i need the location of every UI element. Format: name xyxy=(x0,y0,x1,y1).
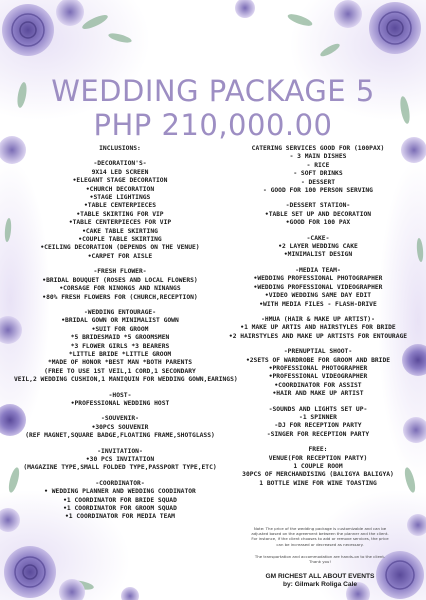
note-line: can be increased or decreased as necessary. xyxy=(276,541,364,547)
inclusion-line: -CAKE- xyxy=(306,234,330,242)
inclusion-line: •TABLE CENTERPIECES FOR VIP xyxy=(68,219,172,227)
inclusion-line: -WEDDING ENTOURAGE- xyxy=(83,308,157,316)
inclusion-line: •WITH MEDIA FILES - FLASH-DRIVE xyxy=(259,300,377,308)
inclusion-line: -HOST- xyxy=(108,391,132,399)
inclusion-line: •1 COORDINATOR FOR GROOM SQUAD xyxy=(63,505,177,513)
inclusion-line: •2 LAYER WEDDING CAKE xyxy=(278,243,358,251)
inclusion-line: -FRESH FLOWER- xyxy=(93,268,147,276)
inclusion-line: •30PCS SOUVENIR xyxy=(91,423,149,431)
spacer xyxy=(14,153,226,160)
inclusion-line: 9X14 LED SCREEN xyxy=(91,168,149,176)
inclusions-right-column xyxy=(218,145,418,488)
inclusion-line: •BRIDAL GOWN OR MINIMALIST GOWN xyxy=(61,317,179,325)
spacer xyxy=(218,195,418,202)
inclusion-line: •1 COORDINATOR FOR MEDIA TEAM xyxy=(65,513,175,521)
inclusion-line: -INVITATION- xyxy=(97,447,143,455)
package-price: PHP 210,000.00 xyxy=(93,108,333,142)
inclusion-line: •2SETS OF WARDROBE FOR GROOM AND BRIDE xyxy=(245,356,391,364)
spacer xyxy=(14,473,226,480)
inclusion-line: •CAKE TABLE SKIRTING xyxy=(82,227,158,235)
inclusion-line: •HAIR AND MAKE UP ARTIST xyxy=(272,390,364,398)
spacer xyxy=(218,399,418,406)
inclusion-line: •1 COORDINATOR FOR BRIDE SQUAD xyxy=(63,496,177,504)
inclusion-line: •80% FRESH FLOWERS FOR (CHURCH,RECEPTION) xyxy=(42,293,198,301)
inclusion-line: (FREE TO USE 1ST VEIL,1 CORD,1 SECONDARY xyxy=(44,367,196,375)
spacer xyxy=(218,260,418,267)
inclusion-line: *3 FLOWER GIRLS *3 BEARERS xyxy=(70,342,170,350)
note-line: The transportation and accommodation are hands-on to the client. xyxy=(254,553,386,559)
inclusion-line: VEIL,2 WEDDING CUSHION,1 MANIQUIN FOR WEDDING GOWN,EARINGS) xyxy=(14,376,238,384)
inclusion-line: - GOOD FOR 100 PERSON SERVING xyxy=(263,187,373,195)
inclusion-line: - 3 MAIN DISHES xyxy=(289,153,347,161)
inclusion-line: •CEILING DECORATION (DEPENDS ON THE VENUE) xyxy=(40,244,200,252)
inclusions-left-column xyxy=(14,145,238,522)
inclusion-line: •CORSAGE FOR NINONGS AND NINANGS xyxy=(59,285,181,293)
signature-block xyxy=(232,573,408,589)
inclusion-line: •BRIDAL BOUQUET (ROSES AND LOCAL FLOWERS) xyxy=(42,276,198,284)
inclusion-line: -MEDIA TEAM- xyxy=(295,266,341,274)
spacer xyxy=(218,341,418,348)
spacer xyxy=(14,408,226,415)
inclusion-line: INCLUSIONS: xyxy=(99,145,141,152)
spacer xyxy=(232,547,408,554)
planner-name: by: Gilmark Roliga Cale xyxy=(282,581,358,588)
spacer xyxy=(218,228,418,235)
inclusion-line: -SOUVENIR- xyxy=(101,415,139,423)
inclusion-line: *MADE OF HONOR *BEST MAN *BOTH PARENTS xyxy=(47,359,193,367)
inclusion-line: - DESSERT xyxy=(300,178,336,186)
inclusion-line: -HMUA (HAIR & MAKE UP ARTIST)- xyxy=(261,315,375,323)
inclusion-line: •CARPET FOR AISLE xyxy=(87,252,153,260)
inclusion-line: *LITTLE BRIDE *LITTLE GROOM xyxy=(68,350,172,358)
spacer xyxy=(14,441,226,448)
inclusion-line: •TABLE CENTERPIECES xyxy=(83,202,157,210)
inclusion-line: •CHURCH DECORATION xyxy=(85,185,155,193)
inclusion-line: - RICE xyxy=(306,161,330,169)
inclusion-line: CATERING SERVICES GOOD FOR (100PAX) xyxy=(251,145,385,152)
inclusion-line: •30 PCS INVITATION xyxy=(85,456,155,463)
inclusion-line: •COORDINATOR FOR ASSIST xyxy=(274,381,362,389)
inclusion-line: 30PCS OF MERCHANDISING (BALIGYA BALIGYA) xyxy=(242,471,394,479)
inclusion-line: -COORDINATOR- xyxy=(95,479,145,487)
inclusion-line: -DECORATION'S- xyxy=(93,160,147,168)
inclusion-line: •TABLE SKIRTING FOR VIP xyxy=(76,210,164,218)
note-line: Note: The price of the wedding package is customizable and can be xyxy=(253,526,387,531)
spacer xyxy=(218,309,418,316)
inclusion-line: -SOUNDS AND LIGHTS SET UP- xyxy=(268,405,368,413)
company-name: GM RICHEST ALL ABOUT EVENTS xyxy=(265,573,375,580)
spacer xyxy=(14,385,226,392)
inclusion-line: -DJ FOR RECEPTION PARTY xyxy=(274,422,362,430)
inclusion-line: *5 BRIDESMAID *5 GROOMSMEN xyxy=(70,334,170,342)
package-note xyxy=(232,526,408,564)
inclusion-line: FREE: xyxy=(308,446,328,454)
inclusion-line: -DESSERT STATION- xyxy=(285,202,351,210)
inclusion-line: •1 MAKE UP ARTIS AND HAIRSTYLES FOR BRIDE xyxy=(240,324,396,332)
inclusion-line: (MAGAZINE TYPE,SMALL FOLDED TYPE,PASSPORT TYPE,ETC) xyxy=(23,464,217,472)
inclusion-line: -PRENUPTIAL SHOOT- xyxy=(283,348,353,356)
inclusion-line: -SINGER FOR RECEPTION PARTY xyxy=(266,430,370,438)
spacer xyxy=(14,302,226,309)
inclusion-line: •STAGE LIGHTINGS xyxy=(89,194,151,202)
note-line: For instance, if the client chooses to add or remove services, the price xyxy=(251,536,389,542)
spacer xyxy=(14,261,226,268)
inclusion-line: •MINIMALIST DESIGN xyxy=(283,251,353,259)
inclusion-line: • WEDDING PLANNER AND WEDDING COODINATOR xyxy=(44,488,196,496)
inclusion-line: •ELEGANT STAGE DECORATION xyxy=(72,177,168,185)
inclusion-line: •WEDDING PROFESSIONAL VIDEOGRAPHER xyxy=(253,283,383,291)
spacer xyxy=(218,439,418,446)
inclusion-line: -1 SPINNER xyxy=(299,413,337,421)
package-title: WEDDING PACKAGE 5 xyxy=(51,74,375,108)
inclusion-line: •PROFESSIONAL VIDEOGRAPHER xyxy=(268,373,368,381)
inclusion-line: •SUIT FOR GROOM xyxy=(91,325,149,333)
inclusion-line: 1 BOTTLE WINE FOR WINE TOASTING xyxy=(259,479,377,487)
note-line: Thank you! xyxy=(309,559,331,565)
inclusion-line: •COUPLE TABLE SKIRTING xyxy=(78,236,162,244)
inclusion-line: (REF MAGNET,SQUARE BADGE,FLOATING FRAME,SHOTGLASS) xyxy=(25,432,215,440)
inclusion-line: 1 COUPLE ROOM xyxy=(293,463,343,470)
inclusion-line: •GOOD FOR 100 PAX xyxy=(285,219,351,227)
inclusion-line: •PROFESSIONAL PHOTOGRAPHER xyxy=(268,364,368,372)
inclusion-line: •PROFESSIONAL WEDDING HOST xyxy=(70,399,170,407)
inclusion-line: VENUE(FOR RECEPTION PARTY) xyxy=(268,454,368,462)
note-line: adjusted based on the agreement between the planner and the client. xyxy=(251,531,389,537)
inclusion-line: •2 HAIRSTYLES AND MAKE UP ARTISTS FOR ENTOURAGE xyxy=(228,332,408,340)
inclusion-line: •WEDDING PROFESSIONAL PHOTOGRAPHER xyxy=(253,275,383,283)
inclusion-line: •TABLE SET UP AND DECORATION xyxy=(264,210,372,218)
inclusion-line: - SOFT DRINKS xyxy=(293,170,343,178)
inclusion-line: •VIDEO WEDDING SAME DAY EDIT xyxy=(264,292,372,300)
